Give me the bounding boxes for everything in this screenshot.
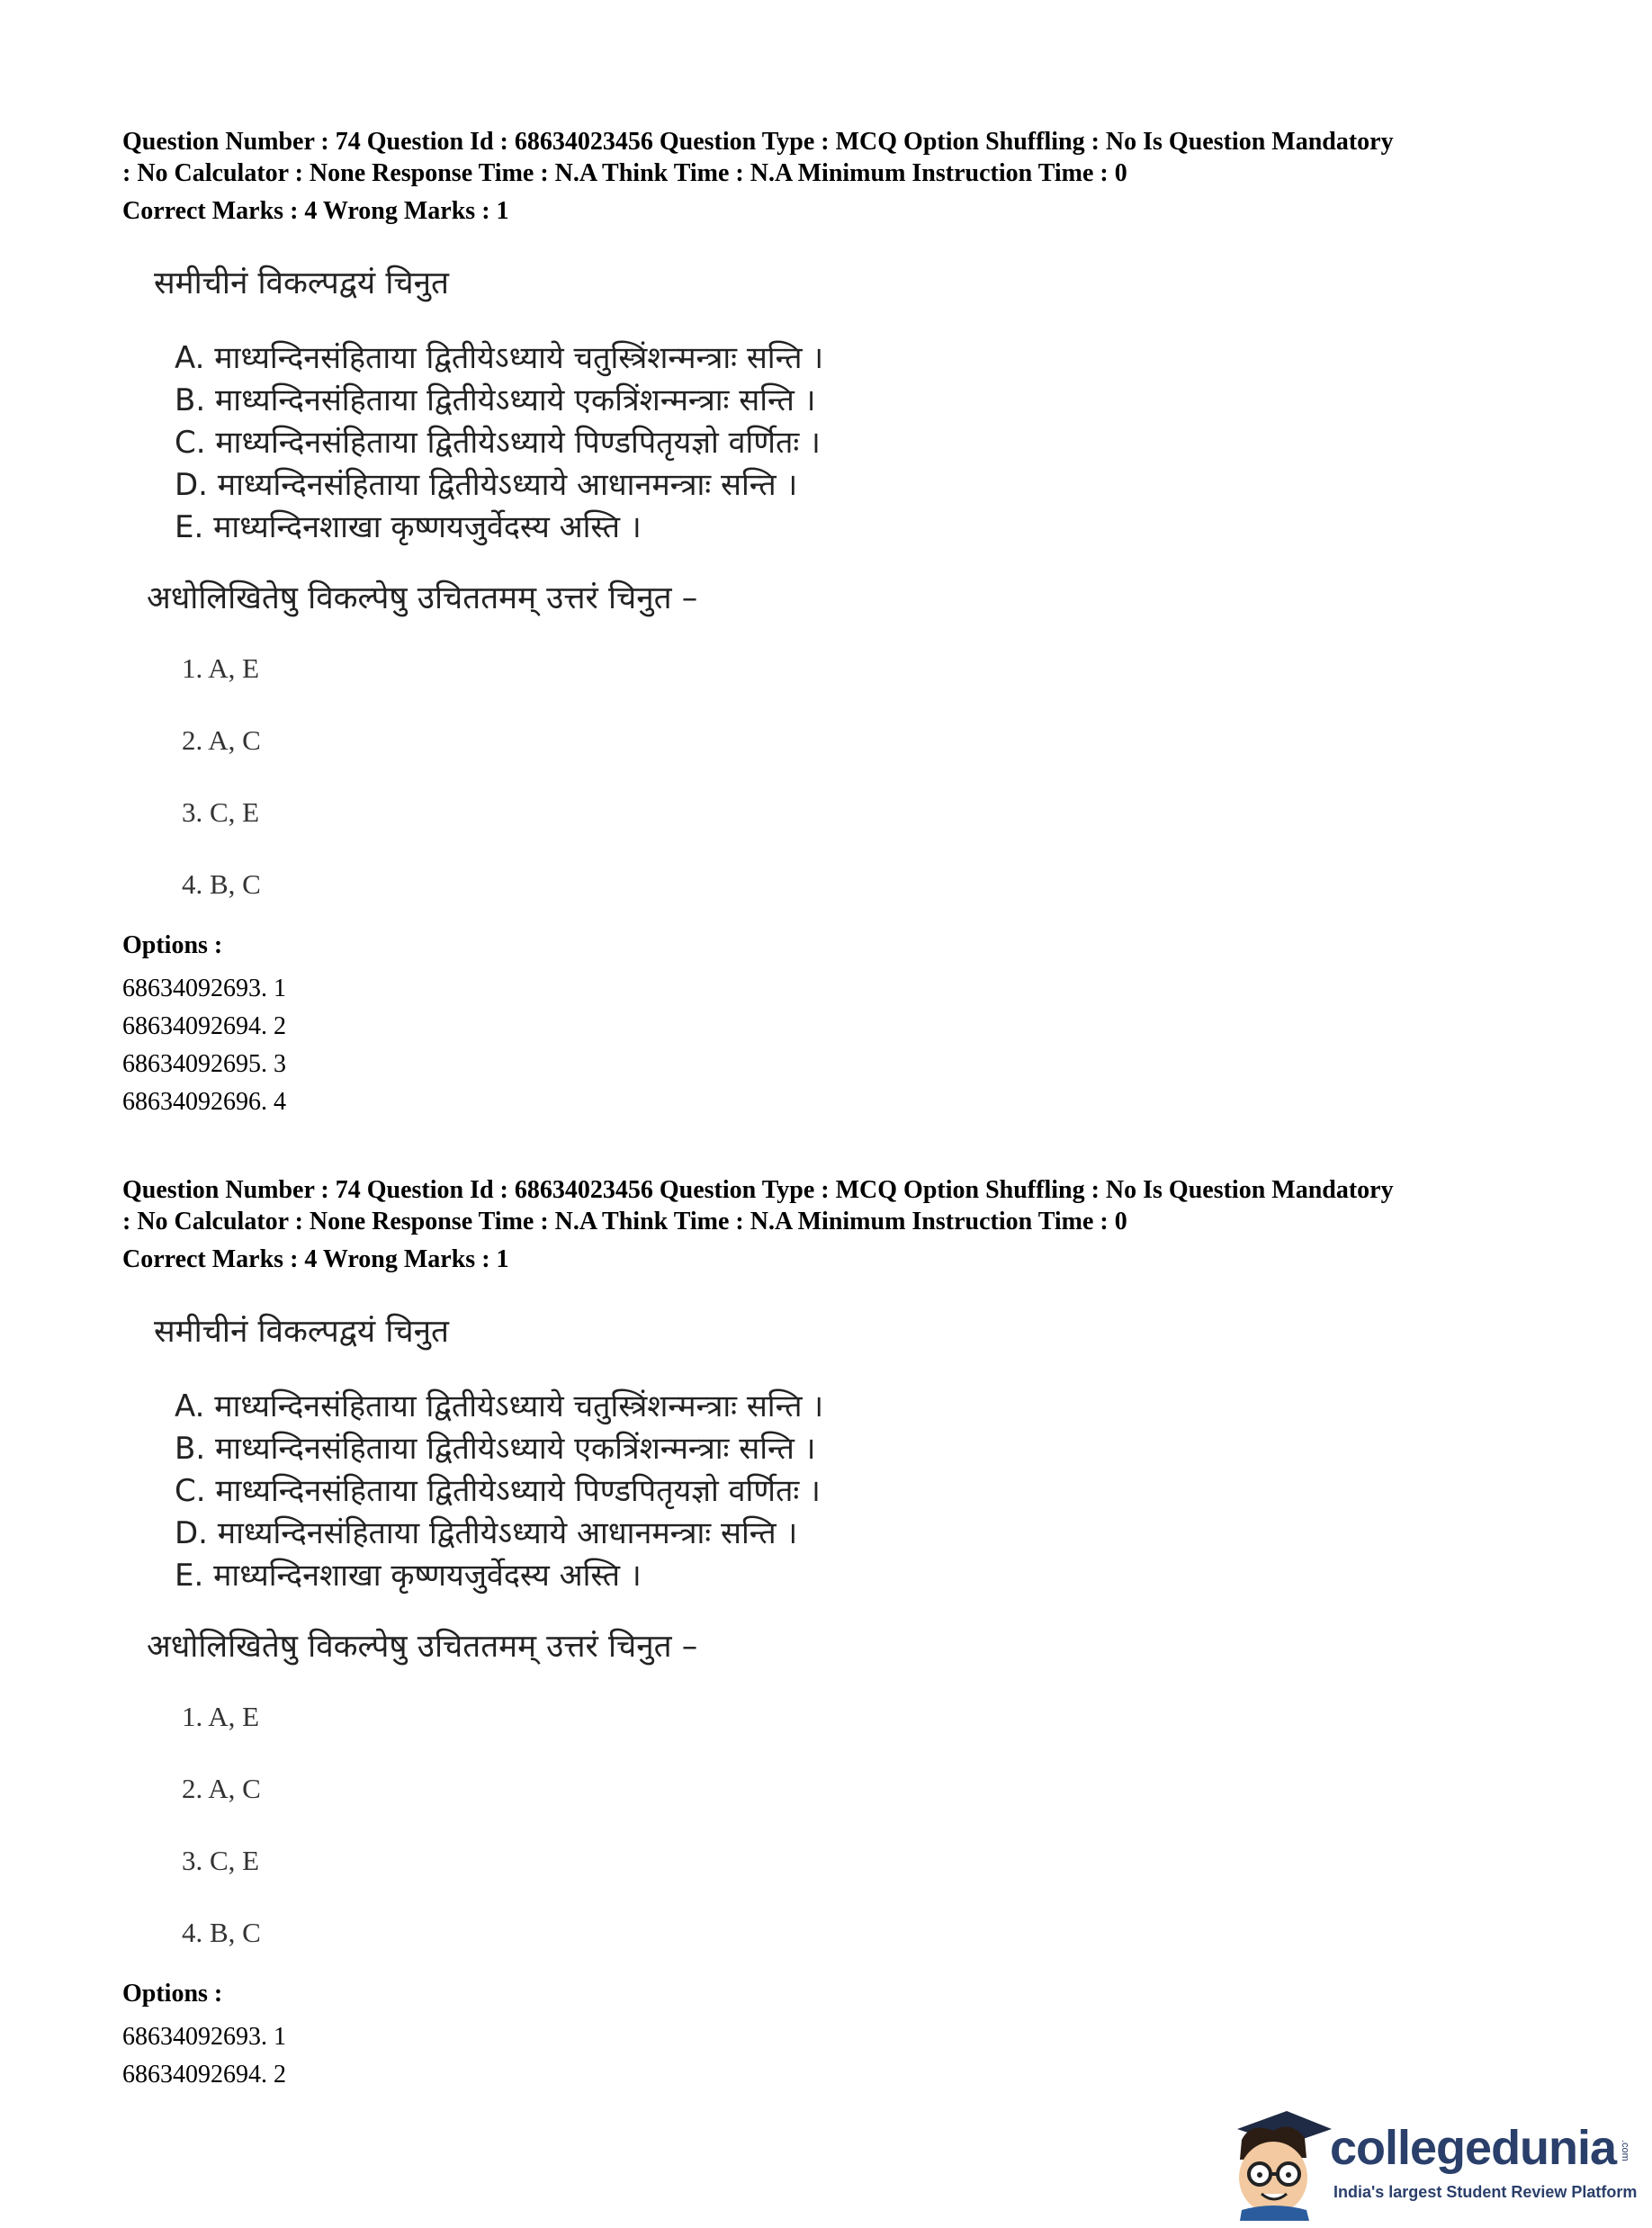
statement-item: C. माध्यन्दिनसंहिताया द्वितीयेऽध्याये पिण्डपितृयज्ञो वर्णितः ।	[175, 425, 821, 461]
logo-suffix: .com	[1620, 2140, 1630, 2161]
question-header-line1: Question Number : 74 Question Id : 68634023456 Question Type : MCQ Option Shuffling : No Is Question Mandatory	[122, 128, 1394, 156]
statement-item: B. माध्यन्दिनसंहिताया द्वितीयेऽध्याये एकत्रिंशन्मन्त्राः सन्ति ।	[175, 382, 816, 418]
options-list	[122, 2018, 286, 2094]
choice-item: 3. C, E	[182, 1845, 260, 1876]
question-instruction: अधोलिखितेषु विकल्पेषु उचिततमम् उत्तरं चिनुत –	[147, 580, 698, 616]
question-instruction: अधोलिखितेषु विकल्पेषु उचिततमम् उत्तरं चिनुत –	[147, 1629, 698, 1665]
options-heading: Options :	[122, 1980, 223, 2008]
choice-list	[182, 1701, 261, 1989]
option-item: 68634092694. 2	[122, 1012, 286, 1040]
statement-item: A. माध्यन्दिनसंहिताया द्वितीयेऽध्याये चतुस्त्रिंशन्मन्त्राः सन्ति ।	[175, 1388, 824, 1424]
statement-item: D. माध्यन्दिनसंहिताया द्वितीयेऽध्याये आधानमन्त्राः सन्ति ।	[175, 467, 798, 503]
choice-list	[182, 652, 261, 940]
logo-tagline: India's largest Student Review Platform	[1333, 2183, 1638, 2201]
option-item: 68634092693. 1	[122, 975, 286, 1002]
question-header-line2: : No Calculator : None Response Time : N.A Think Time : N.A Minimum Instruction Time : 0	[122, 159, 1127, 187]
question-header-line1: Question Number : 74 Question Id : 68634023456 Question Type : MCQ Option Shuffling : No Is Question Mandatory	[122, 1176, 1394, 1204]
statement-item: E. माध्यन्दिनशाखा कृष्णयजुर्वेदस्य अस्ति ।	[175, 509, 642, 545]
choice-item: 4. B, C	[182, 868, 261, 900]
statement-list	[175, 1386, 823, 1597]
question-block	[122, 1174, 1544, 2089]
question-marks: Correct Marks : 4 Wrong Marks : 1	[122, 197, 509, 225]
choice-item: 2. A, C	[182, 724, 261, 756]
collegedunia-logo	[1224, 2104, 1638, 2221]
statement-item: E. माध्यन्दिनशाखा कृष्णयजुर्वेदस्य अस्ति ।	[175, 1558, 642, 1594]
option-item: 68634092695. 3	[122, 1050, 286, 1078]
choice-item: 4. B, C	[182, 1917, 261, 1948]
statement-item: C. माध्यन्दिनसंहिताया द्वितीयेऽध्याये पिण्डपितृयज्ञो वर्णितः ।	[175, 1473, 821, 1509]
question-block	[122, 126, 1544, 1116]
statement-item: A. माध्यन्दिनसंहिताया द्वितीयेऽध्याये चतुस्त्रिंशन्मन्त्राः सन्ति ।	[175, 340, 824, 376]
option-item: 68634092694. 2	[122, 2061, 286, 2089]
choice-item: 2. A, C	[182, 1773, 261, 1804]
question-prompt: समीचीनं विकल्पद्वयं चिनुत	[154, 265, 450, 301]
choice-item: 1. A, E	[182, 652, 260, 684]
choice-item: 3. C, E	[182, 796, 260, 828]
question-marks: Correct Marks : 4 Wrong Marks : 1	[122, 1245, 509, 1273]
mascot-icon	[1224, 2104, 1336, 2221]
option-item: 68634092693. 1	[122, 2023, 286, 2051]
choice-item: 1. A, E	[182, 1701, 260, 1732]
options-list	[122, 970, 286, 1121]
question-header-line2: : No Calculator : None Response Time : N.A Think Time : N.A Minimum Instruction Time : 0	[122, 1208, 1127, 1235]
statement-item: B. माध्यन्दिनसंहिताया द्वितीयेऽध्याये एकत्रिंशन्मन्त्राः सन्ति ।	[175, 1431, 816, 1467]
logo-wordmark: collegedunia	[1330, 2121, 1617, 2175]
option-item: 68634092696. 4	[122, 1088, 286, 1116]
statement-list	[175, 337, 823, 549]
statement-item: D. माध्यन्दिनसंहिताया द्वितीयेऽध्याये आधानमन्त्राः सन्ति ।	[175, 1515, 798, 1551]
options-heading: Options :	[122, 931, 223, 959]
question-prompt: समीचीनं विकल्पद्वयं चिनुत	[154, 1314, 450, 1350]
